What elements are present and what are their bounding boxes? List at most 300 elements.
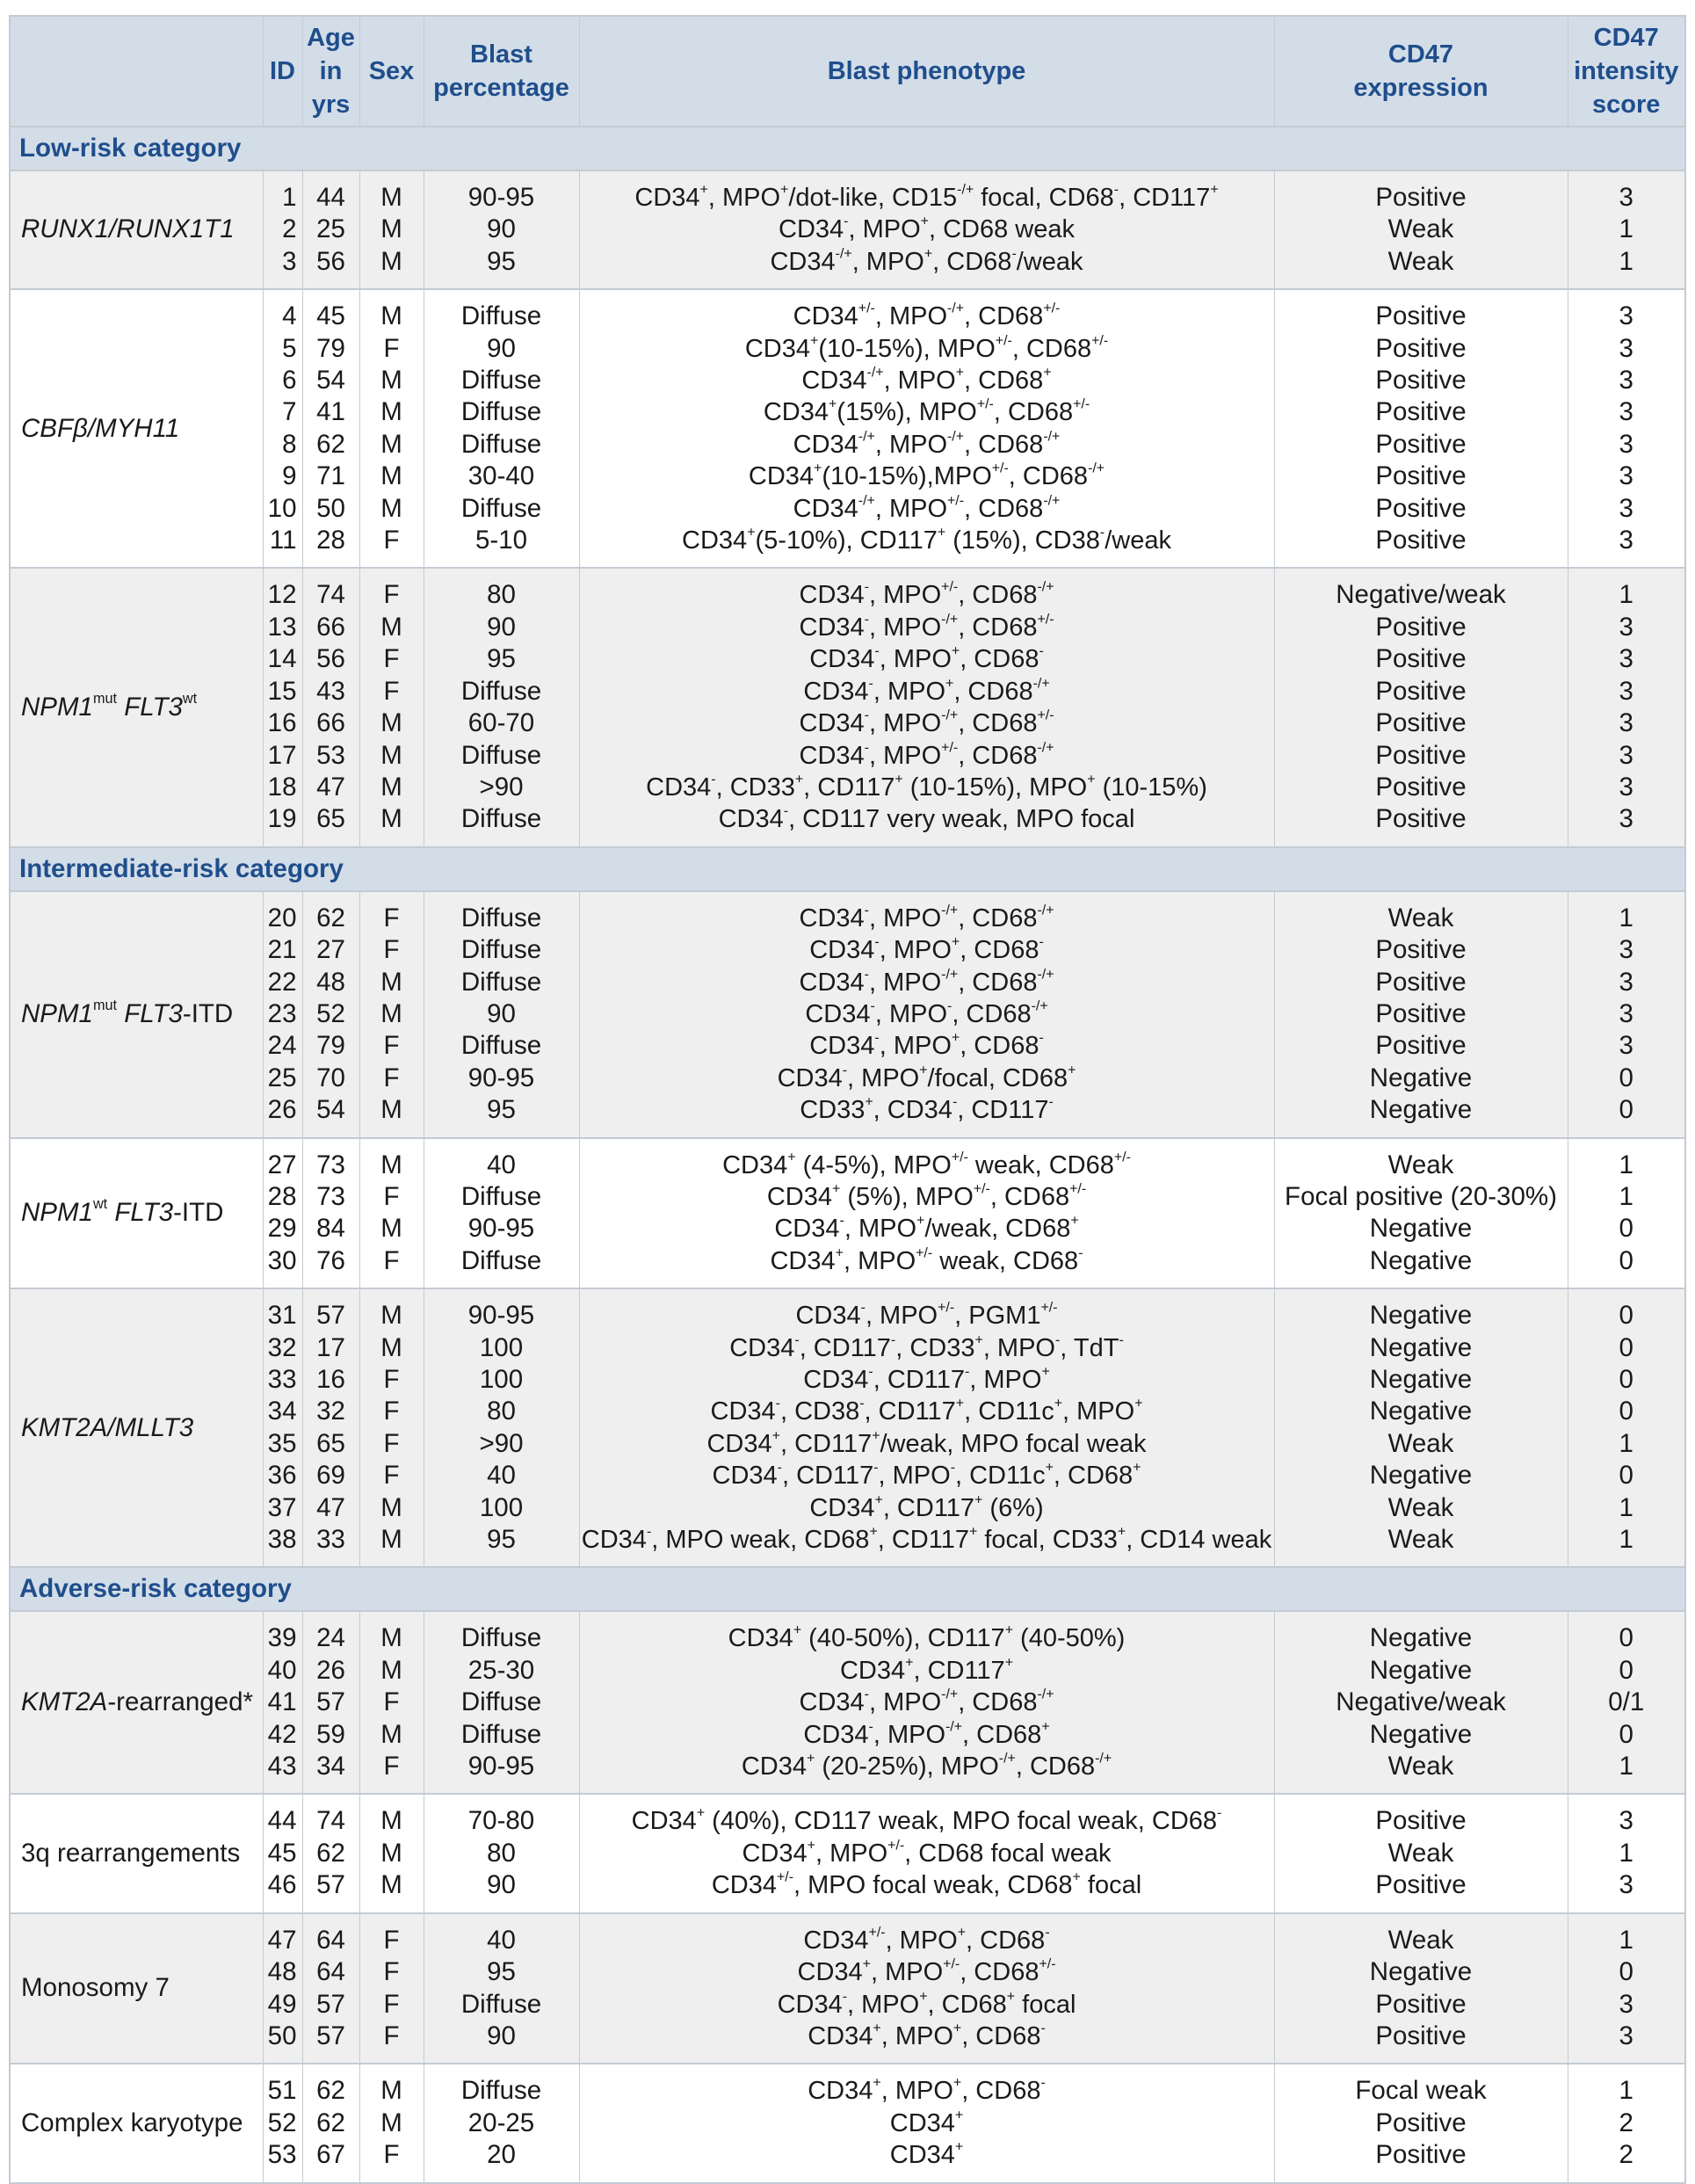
row-blast-phenotype: CD34+/-, MPO-/+, CD68+/- [579, 289, 1274, 332]
row-cd47-expression: Negative/weak [1274, 1687, 1568, 1718]
header-group [10, 16, 263, 127]
row-blast-phenotype: CD34-, CD117-, MPO-, CD11c+, CD68+ [579, 1460, 1274, 1491]
row-cd47-score: 1 [1568, 1492, 1685, 1524]
row-age: 28 [302, 525, 359, 568]
row-blast-phenotype: CD34-, MPO+/-, CD68-/+ [579, 568, 1274, 611]
row-cd47-expression: Negative [1274, 1063, 1568, 1094]
row-cd47-expression: Positive [1274, 171, 1568, 214]
row-age: 56 [302, 643, 359, 675]
row-cd47-score: 0 [1568, 1063, 1685, 1094]
row-cd47-expression: Negative [1274, 1288, 1568, 1331]
row-cd47-expression: Positive [1274, 333, 1568, 365]
row-cd47-expression: Positive [1274, 525, 1568, 568]
row-cd47-score: 3 [1568, 1989, 1685, 2021]
row-id: 53 [263, 2139, 302, 2182]
row-sex: M [359, 289, 424, 332]
row-cd47-expression: Weak [1274, 1838, 1568, 1869]
row-sex: M [359, 1611, 424, 1654]
row-blast-percentage: 90-95 [424, 1213, 579, 1244]
row-cd47-expression: Negative [1274, 1213, 1568, 1244]
row-sex: F [359, 1364, 424, 1396]
row-age: 54 [302, 365, 359, 396]
row-id: 12 [263, 568, 302, 611]
row-cd47-expression: Positive [1274, 493, 1568, 525]
row-age: 33 [302, 1524, 359, 1567]
row-cd47-score: 3 [1568, 429, 1685, 461]
row-blast-phenotype: CD34-, MPO+/focal, CD68+ [579, 1063, 1274, 1094]
group-name: KMT2A/MLLT3 [10, 1288, 263, 1567]
row-cd47-score: 0 [1568, 1611, 1685, 1654]
row-cd47-expression: Negative [1274, 1460, 1568, 1491]
row-cd47-expression: Negative [1274, 1655, 1568, 1687]
row-cd47-expression: Positive [1274, 772, 1568, 803]
row-cd47-score: 0 [1568, 1719, 1685, 1751]
row-sex: M [359, 740, 424, 772]
header-cd47: CD47 expression [1274, 16, 1568, 127]
row-id: 4 [263, 289, 302, 332]
row-cd47-expression: Weak [1274, 214, 1568, 245]
row-sex: F [359, 2139, 424, 2182]
table-row [10, 171, 1685, 214]
row-cd47-expression: Weak [1274, 1138, 1568, 1181]
genetic-group [10, 2064, 1685, 2182]
row-cd47-expression: Positive [1274, 998, 1568, 1030]
row-id: 8 [263, 429, 302, 461]
row-blast-phenotype: CD34+(5-10%), CD117+ (15%), CD38-/weak [579, 525, 1274, 568]
row-cd47-score: 2 [1568, 2108, 1685, 2139]
row-cd47-score: 1 [1568, 246, 1685, 289]
row-cd47-score: 3 [1568, 289, 1685, 332]
row-sex: M [359, 612, 424, 643]
row-cd47-expression: Positive [1274, 2139, 1568, 2182]
table-row [10, 1138, 1685, 1181]
group-name: Complex karyotype [10, 2064, 263, 2182]
row-age: 69 [302, 1460, 359, 1491]
row-blast-phenotype: CD34-, MPO+, CD68-/+ [579, 676, 1274, 707]
row-cd47-score: 1 [1568, 2064, 1685, 2107]
category-label: Low-risk category [10, 127, 1685, 171]
row-cd47-score: 2 [1568, 2139, 1685, 2182]
row-age: 45 [302, 289, 359, 332]
table-row [10, 289, 1685, 332]
row-blast-phenotype: CD34-, MPO-/+, CD68+/- [579, 612, 1274, 643]
row-sex: F [359, 1396, 424, 1427]
row-cd47-expression: Positive [1274, 429, 1568, 461]
row-id: 50 [263, 2021, 302, 2064]
category-header-row [10, 1567, 1685, 1611]
genetic-group [10, 1913, 1685, 2064]
row-id: 17 [263, 740, 302, 772]
row-sex: M [359, 171, 424, 214]
row-cd47-score: 0 [1568, 1245, 1685, 1288]
row-cd47-expression: Positive [1274, 1989, 1568, 2021]
row-sex: M [359, 1492, 424, 1524]
row-id: 21 [263, 934, 302, 966]
row-cd47-expression: Weak [1274, 1428, 1568, 1460]
row-blast-percentage: 25-30 [424, 1655, 579, 1687]
row-id: 33 [263, 1364, 302, 1396]
row-blast-percentage: 30-40 [424, 461, 579, 492]
row-blast-percentage: Diffuse [424, 1245, 579, 1288]
row-age: 71 [302, 461, 359, 492]
row-age: 65 [302, 1428, 359, 1460]
row-blast-percentage: Diffuse [424, 1181, 579, 1213]
row-id: 36 [263, 1460, 302, 1491]
row-blast-phenotype: CD34-, MPO+, CD68- [579, 934, 1274, 966]
row-blast-percentage: Diffuse [424, 1030, 579, 1062]
row-id: 6 [263, 365, 302, 396]
row-age: 25 [302, 214, 359, 245]
row-id: 35 [263, 1428, 302, 1460]
row-cd47-expression: Positive [1274, 676, 1568, 707]
row-blast-phenotype: CD34-, MPO+, CD68- [579, 643, 1274, 675]
row-cd47-score: 3 [1568, 525, 1685, 568]
row-sex: F [359, 1989, 424, 2021]
row-blast-phenotype: CD33+, CD34-, CD117- [579, 1094, 1274, 1137]
row-sex: F [359, 333, 424, 365]
row-cd47-expression: Negative [1274, 1245, 1568, 1288]
genetic-group [10, 568, 1685, 846]
row-id: 26 [263, 1094, 302, 1137]
row-sex: M [359, 772, 424, 803]
row-id: 31 [263, 1288, 302, 1331]
row-cd47-expression: Positive [1274, 1794, 1568, 1837]
row-id: 45 [263, 1838, 302, 1869]
row-blast-percentage: 100 [424, 1332, 579, 1364]
row-age: 70 [302, 1063, 359, 1094]
table-row [10, 1913, 1685, 1956]
genetic-group [10, 1611, 1685, 1794]
row-age: 57 [302, 1687, 359, 1718]
row-cd47-score: 3 [1568, 934, 1685, 966]
row-sex: F [359, 1751, 424, 1794]
row-id: 34 [263, 1396, 302, 1427]
row-blast-percentage: 95 [424, 1094, 579, 1137]
row-age: 26 [302, 1655, 359, 1687]
row-id: 7 [263, 396, 302, 428]
row-cd47-expression: Positive [1274, 2021, 1568, 2064]
row-blast-percentage: 80 [424, 1838, 579, 1869]
group-name: $NPM1^{mut}$ $FLT3^{wt}$ [10, 568, 263, 846]
genetic-group [10, 171, 1685, 289]
row-blast-phenotype: CD34+ (5%), MPO+/-, CD68+/- [579, 1181, 1274, 1213]
genetic-group [10, 289, 1685, 568]
row-sex: F [359, 891, 424, 934]
row-id: 39 [263, 1611, 302, 1654]
row-cd47-score: 1 [1568, 1524, 1685, 1567]
row-blast-percentage: 90-95 [424, 1288, 579, 1331]
row-sex: M [359, 214, 424, 245]
table-row [10, 568, 1685, 611]
row-age: 57 [302, 1989, 359, 2021]
row-id: 29 [263, 1213, 302, 1244]
row-sex: F [359, 1687, 424, 1718]
row-id: 44 [263, 1794, 302, 1837]
row-blast-phenotype: CD34+, CD117+/weak, MPO focal weak [579, 1428, 1274, 1460]
row-age: 43 [302, 676, 359, 707]
row-blast-phenotype: CD34-, MPO-/+, CD68-/+ [579, 1687, 1274, 1718]
row-id: 16 [263, 707, 302, 739]
row-cd47-expression: Negative [1274, 1396, 1568, 1427]
header-id: ID [263, 16, 302, 127]
row-sex: M [359, 1213, 424, 1244]
row-id: 11 [263, 525, 302, 568]
row-cd47-expression: Negative [1274, 1094, 1568, 1137]
category-label: Intermediate-risk category [10, 847, 1685, 891]
row-sex: M [359, 246, 424, 289]
row-age: 62 [302, 429, 359, 461]
row-age: 67 [302, 2139, 359, 2182]
row-sex: M [359, 429, 424, 461]
row-blast-percentage: 5-10 [424, 525, 579, 568]
row-cd47-expression: Negative [1274, 1332, 1568, 1364]
row-blast-percentage: 95 [424, 1524, 579, 1567]
row-id: 46 [263, 1869, 302, 1912]
row-blast-percentage: 90 [424, 998, 579, 1030]
row-blast-percentage: 90 [424, 333, 579, 365]
row-sex: M [359, 2108, 424, 2139]
row-blast-percentage: >90 [424, 772, 579, 803]
header-phenotype: Blast phenotype [579, 16, 1274, 127]
row-blast-phenotype: CD34+(10-15%), MPO+/-, CD68+/- [579, 333, 1274, 365]
row-age: 50 [302, 493, 359, 525]
table-row [10, 891, 1685, 934]
row-blast-phenotype: CD34-, MPO weak, CD68+, CD117+ focal, CD33+, CD14 weak [579, 1524, 1274, 1567]
row-age: 74 [302, 1794, 359, 1837]
row-id: 9 [263, 461, 302, 492]
row-cd47-score: 3 [1568, 998, 1685, 1030]
row-age: 53 [302, 740, 359, 772]
row-sex: M [359, 2064, 424, 2107]
row-id: 24 [263, 1030, 302, 1062]
header-age: Age in yrs [302, 16, 359, 127]
row-cd47-expression: Positive [1274, 461, 1568, 492]
row-id: 14 [263, 643, 302, 675]
row-cd47-score: 3 [1568, 643, 1685, 675]
row-blast-percentage: Diffuse [424, 1611, 579, 1654]
row-cd47-score: 1 [1568, 1838, 1685, 1869]
row-id: 13 [263, 612, 302, 643]
row-blast-phenotype: CD34+, MPO+/- weak, CD68- [579, 1245, 1274, 1288]
row-blast-phenotype: CD34+/-, MPO focal weak, CD68+ focal [579, 1869, 1274, 1912]
row-blast-phenotype: CD34+ (40%), CD117 weak, MPO focal weak, CD68- [579, 1794, 1274, 1837]
row-cd47-score: 3 [1568, 707, 1685, 739]
row-blast-percentage: Diffuse [424, 891, 579, 934]
row-sex: F [359, 1956, 424, 1988]
row-cd47-score: 1 [1568, 568, 1685, 611]
row-cd47-expression: Weak [1274, 891, 1568, 934]
row-cd47-score: 1 [1568, 214, 1685, 245]
row-cd47-score: 3 [1568, 740, 1685, 772]
row-cd47-score: 0 [1568, 1655, 1685, 1687]
row-cd47-expression: Positive [1274, 365, 1568, 396]
group-name: 3q rearrangements [10, 1794, 263, 1912]
row-cd47-expression: Positive [1274, 740, 1568, 772]
row-sex: M [359, 1138, 424, 1181]
row-cd47-score: 3 [1568, 365, 1685, 396]
row-id: 1 [263, 171, 302, 214]
row-age: 62 [302, 2064, 359, 2107]
row-sex: M [359, 461, 424, 492]
row-sex: M [359, 396, 424, 428]
row-id: 40 [263, 1655, 302, 1687]
row-age: 54 [302, 1094, 359, 1137]
row-blast-percentage: 40 [424, 1460, 579, 1491]
row-blast-phenotype: CD34-, MPO+/-, CD68-/+ [579, 740, 1274, 772]
row-id: 41 [263, 1687, 302, 1718]
row-blast-phenotype: CD34+, MPO+, CD68- [579, 2064, 1274, 2107]
row-age: 47 [302, 772, 359, 803]
row-cd47-score: 1 [1568, 1181, 1685, 1213]
row-age: 73 [302, 1138, 359, 1181]
row-cd47-expression: Positive [1274, 1869, 1568, 1912]
row-blast-phenotype: CD34-/+, MPO+, CD68-/weak [579, 246, 1274, 289]
row-age: 48 [302, 967, 359, 998]
row-sex: M [359, 998, 424, 1030]
row-blast-percentage: Diffuse [424, 934, 579, 966]
table-row [10, 2064, 1685, 2107]
row-sex: M [359, 1288, 424, 1331]
group-name: KMT2A-rearranged* [10, 1611, 263, 1794]
row-age: 52 [302, 998, 359, 1030]
row-blast-phenotype: CD34+/-, MPO+, CD68- [579, 1913, 1274, 1956]
row-blast-percentage: Diffuse [424, 396, 579, 428]
row-blast-phenotype: CD34+, MPO+/dot-like, CD15-/+ focal, CD68-, CD117+ [579, 171, 1274, 214]
row-id: 47 [263, 1913, 302, 1956]
row-cd47-score: 3 [1568, 1030, 1685, 1062]
row-cd47-expression: Positive [1274, 289, 1568, 332]
row-blast-phenotype: CD34-, MPO-/+, CD68-/+ [579, 891, 1274, 934]
row-cd47-score: 0/1 [1568, 1687, 1685, 1718]
row-cd47-expression: Weak [1274, 1913, 1568, 1956]
row-blast-percentage: Diffuse [424, 676, 579, 707]
row-blast-percentage: Diffuse [424, 1687, 579, 1718]
row-id: 51 [263, 2064, 302, 2107]
row-sex: F [359, 1913, 424, 1956]
row-blast-percentage: Diffuse [424, 429, 579, 461]
row-age: 74 [302, 568, 359, 611]
row-blast-phenotype: CD34+, MPO+/-, CD68+/- [579, 1956, 1274, 1988]
row-blast-percentage: Diffuse [424, 1989, 579, 2021]
row-cd47-score: 3 [1568, 676, 1685, 707]
row-blast-percentage: 90 [424, 1869, 579, 1912]
row-sex: F [359, 643, 424, 675]
row-cd47-expression: Weak [1274, 1524, 1568, 1567]
category-section [10, 1567, 1685, 1611]
row-age: 56 [302, 246, 359, 289]
row-sex: M [359, 707, 424, 739]
row-age: 24 [302, 1611, 359, 1654]
row-id: 37 [263, 1492, 302, 1524]
row-cd47-score: 3 [1568, 2021, 1685, 2064]
row-sex: F [359, 525, 424, 568]
row-cd47-expression: Positive [1274, 934, 1568, 966]
row-age: 66 [302, 612, 359, 643]
row-age: 84 [302, 1213, 359, 1244]
row-cd47-score: 1 [1568, 1751, 1685, 1794]
row-age: 41 [302, 396, 359, 428]
row-sex: F [359, 1063, 424, 1094]
row-cd47-expression: Weak [1274, 246, 1568, 289]
row-blast-phenotype: CD34+, CD117+ [579, 1655, 1274, 1687]
row-sex: M [359, 365, 424, 396]
header-sex: Sex [359, 16, 424, 127]
row-age: 65 [302, 803, 359, 846]
row-id: 10 [263, 493, 302, 525]
row-blast-percentage: 40 [424, 1138, 579, 1181]
row-cd47-score: 3 [1568, 396, 1685, 428]
row-blast-phenotype: CD34-, CD38-, CD117+, CD11c+, MPO+ [579, 1396, 1274, 1427]
row-cd47-score: 3 [1568, 171, 1685, 214]
row-sex: F [359, 1428, 424, 1460]
row-sex: M [359, 1794, 424, 1837]
genetic-group [10, 1794, 1685, 1912]
row-blast-percentage: 80 [424, 1396, 579, 1427]
row-blast-percentage: 70-80 [424, 1794, 579, 1837]
row-sex: M [359, 493, 424, 525]
group-name: Monosomy 7 [10, 1913, 263, 2064]
row-id: 27 [263, 1138, 302, 1181]
table-row [10, 1288, 1685, 1331]
row-sex: M [359, 1719, 424, 1751]
row-blast-percentage: 90 [424, 2021, 579, 2064]
row-cd47-score: 3 [1568, 333, 1685, 365]
row-sex: M [359, 1094, 424, 1137]
row-age: 64 [302, 1913, 359, 1956]
row-cd47-expression: Positive [1274, 803, 1568, 846]
row-blast-phenotype: CD34-, MPO+, CD68- [579, 1030, 1274, 1062]
row-blast-percentage: 20-25 [424, 2108, 579, 2139]
row-blast-percentage: 90-95 [424, 1751, 579, 1794]
row-blast-phenotype: CD34+ [579, 2108, 1274, 2139]
row-cd47-score: 0 [1568, 1213, 1685, 1244]
row-cd47-score: 3 [1568, 772, 1685, 803]
row-cd47-expression: Negative [1274, 1956, 1568, 1988]
row-cd47-expression: Negative [1274, 1719, 1568, 1751]
header-blast: Blast percentage [424, 16, 579, 127]
row-blast-percentage: 90-95 [424, 1063, 579, 1094]
row-blast-percentage: 60-70 [424, 707, 579, 739]
row-blast-phenotype: CD34+, CD117+ (6%) [579, 1492, 1274, 1524]
row-cd47-expression: Weak [1274, 1492, 1568, 1524]
row-blast-phenotype: CD34-, CD117-, MPO+ [579, 1364, 1274, 1396]
row-cd47-score: 3 [1568, 461, 1685, 492]
category-section [10, 127, 1685, 171]
row-cd47-score: 3 [1568, 612, 1685, 643]
row-sex: F [359, 1181, 424, 1213]
row-sex: F [359, 676, 424, 707]
row-blast-phenotype: CD34-, CD117-, CD33+, MPO-, TdT- [579, 1332, 1274, 1364]
row-sex: F [359, 934, 424, 966]
row-sex: F [359, 1030, 424, 1062]
row-age: 44 [302, 171, 359, 214]
row-cd47-score: 0 [1568, 1364, 1685, 1396]
row-cd47-score: 0 [1568, 1956, 1685, 1988]
row-blast-percentage: 95 [424, 246, 579, 289]
group-name: CBFβ/MYH11 [10, 289, 263, 568]
row-cd47-expression: Positive [1274, 2108, 1568, 2139]
row-blast-percentage: 95 [424, 643, 579, 675]
row-cd47-score: 1 [1568, 1138, 1685, 1181]
row-sex: F [359, 1245, 424, 1288]
row-sex: M [359, 967, 424, 998]
row-sex: M [359, 1655, 424, 1687]
row-cd47-expression: Focal weak [1274, 2064, 1568, 2107]
row-blast-percentage: 90 [424, 214, 579, 245]
row-sex: M [359, 1838, 424, 1869]
row-age: 64 [302, 1956, 359, 1988]
row-age: 57 [302, 2021, 359, 2064]
